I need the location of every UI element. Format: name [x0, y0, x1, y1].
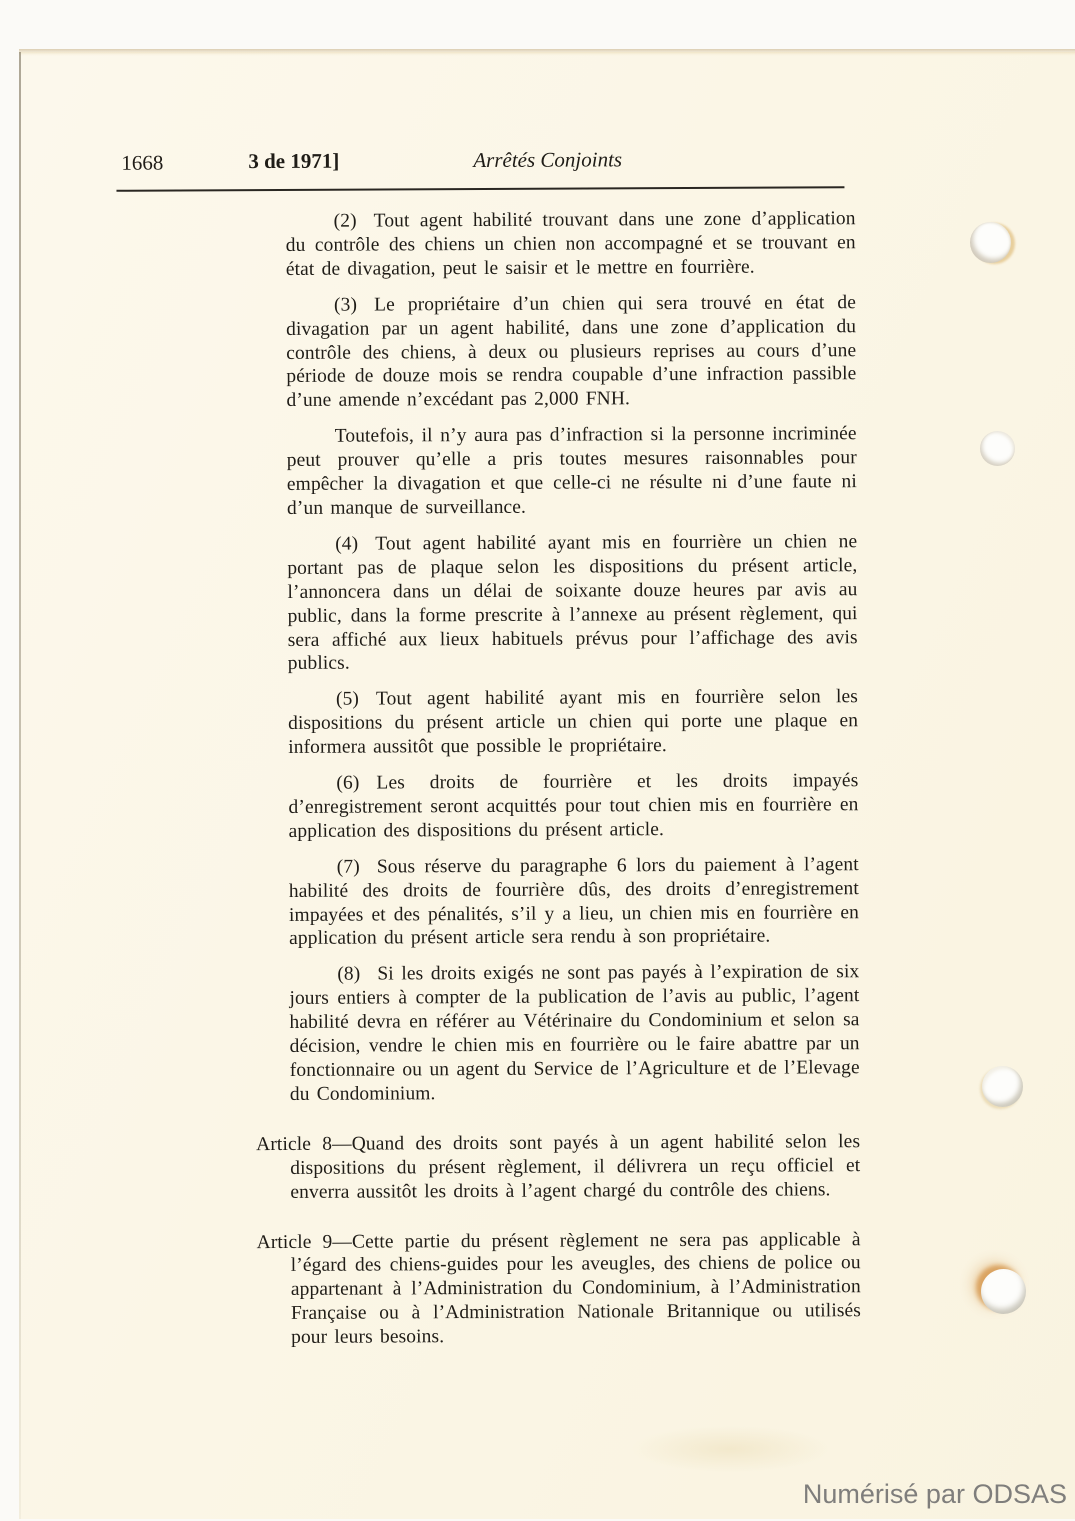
paragraph-text: Toutefois, il n’y aura pas d’infraction si la personne incriminée peut prouver qu’elle a pris toutes mesures raisonnables pour empêcher la divagation et que celle-ci ne résulte ni d’une faute ni d’un manque de surveillance. — [286, 423, 857, 519]
paragraph-8 — [289, 949, 860, 1107]
paragraph-2 — [286, 207, 856, 282]
paragraph-number: (6) — [336, 772, 360, 794]
article-label: Article 8— — [256, 1133, 352, 1155]
paragraph-4 — [287, 518, 858, 676]
paragraph-text: Les droits de fourrière et les droits impayés d’enregistrement seront acquittés pour tout chien mis en fourrière en application des dispositions du présent article. — [288, 770, 859, 842]
paragraph-6 — [288, 757, 858, 844]
paragraph-number: (5) — [335, 688, 360, 711]
paragraph-toutefois — [287, 410, 858, 520]
header-rule — [116, 186, 844, 192]
paragraph-number: (4) — [335, 533, 359, 555]
body-text-column — [256, 207, 862, 1350]
article-8 — [256, 1104, 861, 1205]
paragraph-number: (3) — [333, 294, 358, 316]
paragraph-text: Tout agent habilité trouvant dans une zone d’application du contrôle des chiens un chien non accompagné et se trouvant en état de divagation, peut le saisir et le mettre en fourrière. — [285, 208, 856, 280]
page-number: 1668 — [121, 150, 164, 175]
paragraph-text: Le propriétaire d’un chien qui sera trouvé en état de divagation par un agent habilité, dans une zone d’application du contrôle des chiens, à deux ou plusieurs reprises au cours d’une période de douze mois se rendra coupable d’une infraction passible d’une amende n’excédant pas 2,000 FNH. — [286, 291, 857, 412]
article-text: Cette partie du présent règlement ne sera pas applicable à l’égard des chiens-guides pour les aveugles, des chiens de police ou appartenant à l’Administration du Condominium, à l’Administration Française ou à l’Administration Nationale Britannique ou utilisés pour leurs besoins. — [290, 1228, 861, 1349]
paragraph-text: Tout agent habilité ayant mis en fourrière un chien ne portant pas de plaque selon les dispositions du présent article, l’annoncera dans un délai de soixante douze heures par avis au public, dans la forme prescrite à l’annexe au présent règlement, qui sera affiché aux lieux habituels prévus pour l’affichage des avis publics. — [287, 531, 858, 675]
paragraph-7 — [289, 841, 860, 951]
paragraph-text: Sous réserve du paragraphe 6 lors du paiement à l’agent habilité des droits de fourrière dûs, des droits d’enregistrement impayées et des pénalités, s’il y a lieu, un chien mis en fourrière en application du présent article sera rendu à son propriétaire. — [288, 853, 860, 950]
paragraph-number: (7) — [336, 856, 360, 878]
article-text: Quand des droits sont payés à un agent habilité selon les dispositions du présent règlement, il délivrera un reçu officiel et enverra aussitôt les droits à l’agent chargé du contrôle des chiens. — [290, 1130, 861, 1203]
running-title: Arrêtés Conjoints — [473, 147, 623, 173]
paragraph-5 — [288, 673, 858, 760]
article-9 — [256, 1202, 861, 1350]
paragraph-3 — [286, 279, 857, 413]
digitization-watermark: Numérisé par ODSAS — [802, 1479, 1067, 1509]
paragraph-text: Si les droits exigés ne sont pas payés à l’expiration de six jours entiers à compter de la publication de l’avis au public, l’agent habilité devra en référer au Vétérinaire du Condominium et selon sa décision, vendre le chien mis en fourrière ou le faire abattre par un fonctionnaire ou un agent du Service de l’Agriculture et de l’Elevage du Condominium. — [289, 961, 860, 1105]
article-label: Article 9— — [256, 1231, 353, 1253]
paragraph-number: (8) — [337, 963, 361, 986]
paragraph-text: Tout agent habilité ayant mis en fourrière selon les dispositions du présent article un chien qui porte une plaque en informera aussitôt que possible le propriétaire. — [288, 686, 859, 759]
edition-reference: 3 de 1971] — [248, 148, 340, 174]
paragraph-number: (2) — [333, 210, 357, 232]
